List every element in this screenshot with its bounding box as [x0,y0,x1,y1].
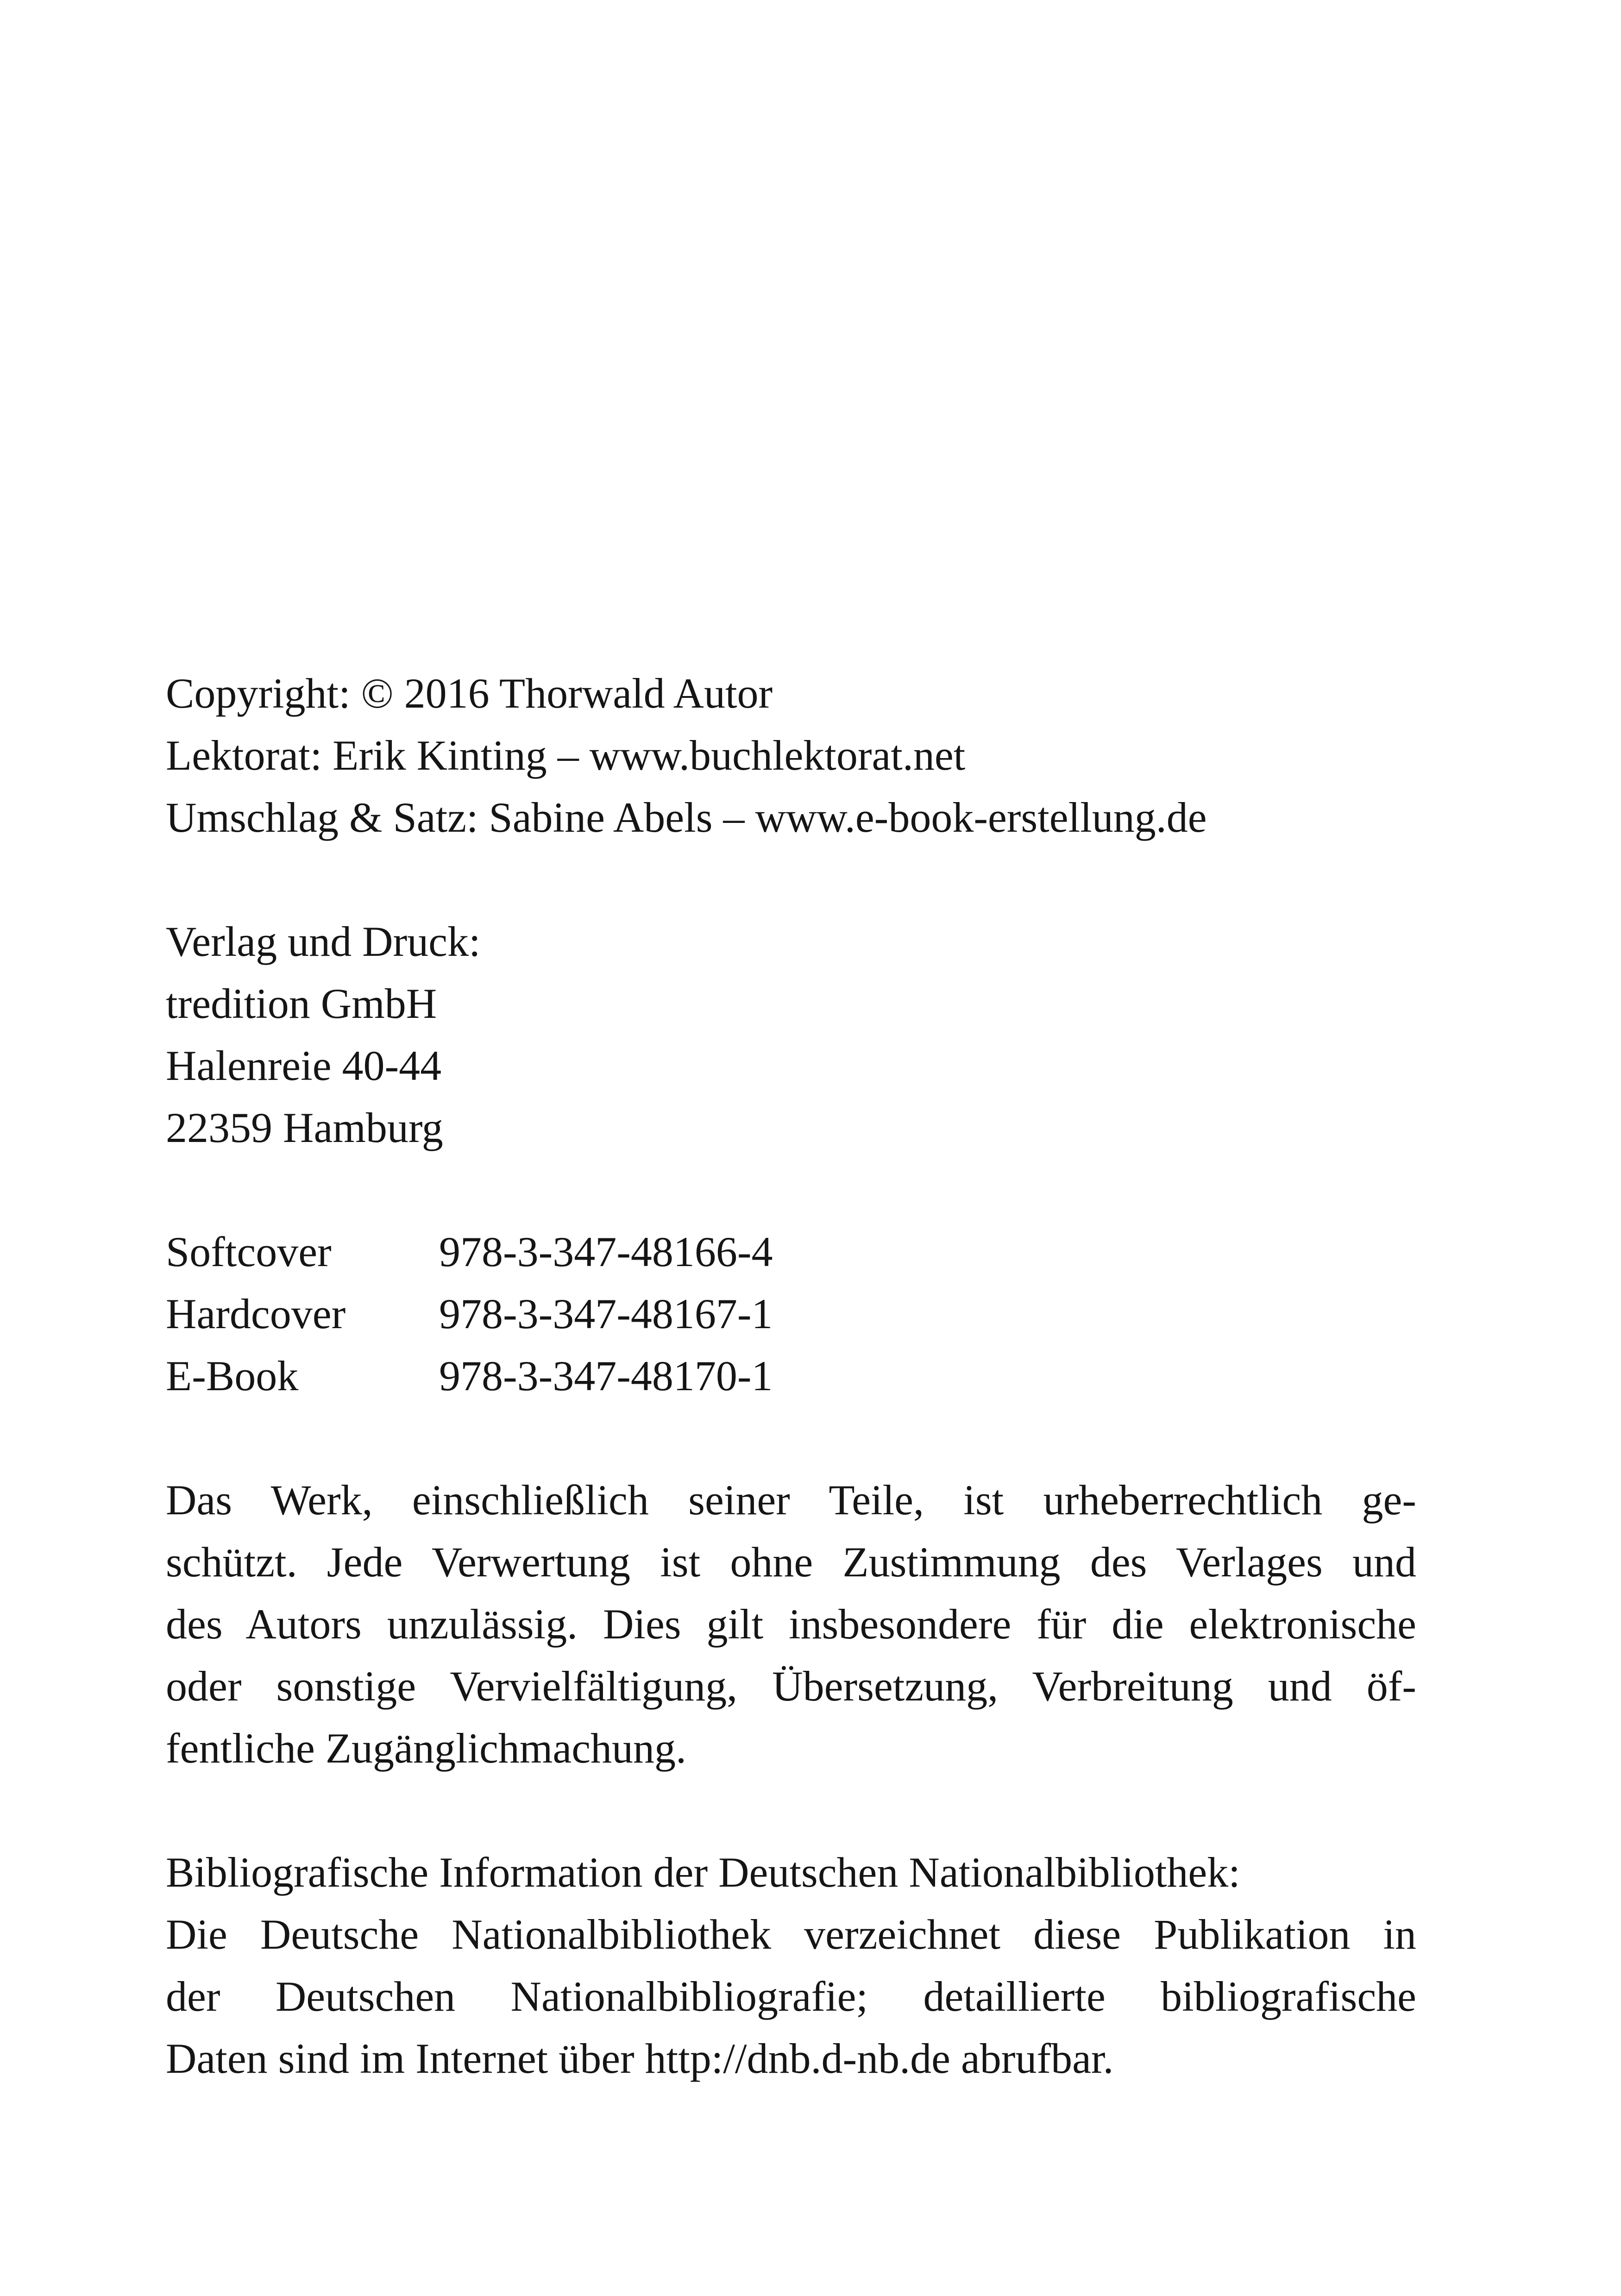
rights-notice-line: schützt. Jede Verwertung ist ohne Zustimmung des Verlages und [166,1538,1416,1586]
isbn-number: 978-3-347-48166-4 [439,1228,773,1275]
credits-block [166,662,1416,848]
bibliographic-line: Daten sind im Internet über http://dnb.d-nb.de abrufbar. [166,2035,1114,2082]
rights-notice-line: oder sonstige Vervielfältigung, Übersetzung, Verbreitung und öf- [166,1662,1416,1710]
isbn-number: 978-3-347-48170-1 [439,1352,773,1399]
rights-notice-line: fentliche Zugänglichmachung. [166,1725,687,1772]
spacer [166,1159,1416,1221]
rights-notice [166,1469,1416,1779]
spacer [166,848,1416,910]
bibliographic-line: Die Deutsche Nationalbibliothek verzeichnet diese Publikation in [166,1911,1416,1958]
bibliographic-line: der Deutschen Nationalbibliografie; detaillierte bibliografische [166,1973,1416,2020]
imprint-content [166,662,1416,2089]
publisher-block [166,910,1416,1159]
cover-layout-line: Umschlag & Satz: Sabine Abels – www.e-book-erstellung.de [166,794,1207,841]
copyright-line: Copyright: © 2016 Thorwald Autor [166,670,773,717]
bibliographic-block [166,1841,1416,2089]
isbn-row [166,1221,1416,1283]
spacer [166,1407,1416,1469]
publisher-name: tredition GmbH [166,980,437,1027]
isbn-row [166,1283,1416,1345]
rights-notice-line: Das Werk, einschließlich seiner Teile, ist urheberrechtlich ge- [166,1476,1416,1524]
spacer [166,1779,1416,1841]
publisher-city: 22359 Hamburg [166,1104,443,1151]
isbn-row [166,1345,1416,1407]
isbn-type: Hardcover [166,1290,346,1337]
isbn-type: Softcover [166,1228,332,1275]
publisher-heading: Verlag und Druck: [166,918,481,965]
editing-line: Lektorat: Erik Kinting – www.buchlektorat.net [166,732,966,779]
publisher-street: Halenreie 40-44 [166,1042,442,1089]
bibliographic-heading: Bibliografische Information der Deutschen Nationalbibliothek: [166,1849,1240,1896]
rights-notice-line: des Autors unzulässig. Dies gilt insbesondere für die elektronische [166,1600,1416,1648]
isbn-number: 978-3-347-48167-1 [439,1290,773,1337]
isbn-block [166,1221,1416,1407]
isbn-type: E-Book [166,1352,299,1399]
